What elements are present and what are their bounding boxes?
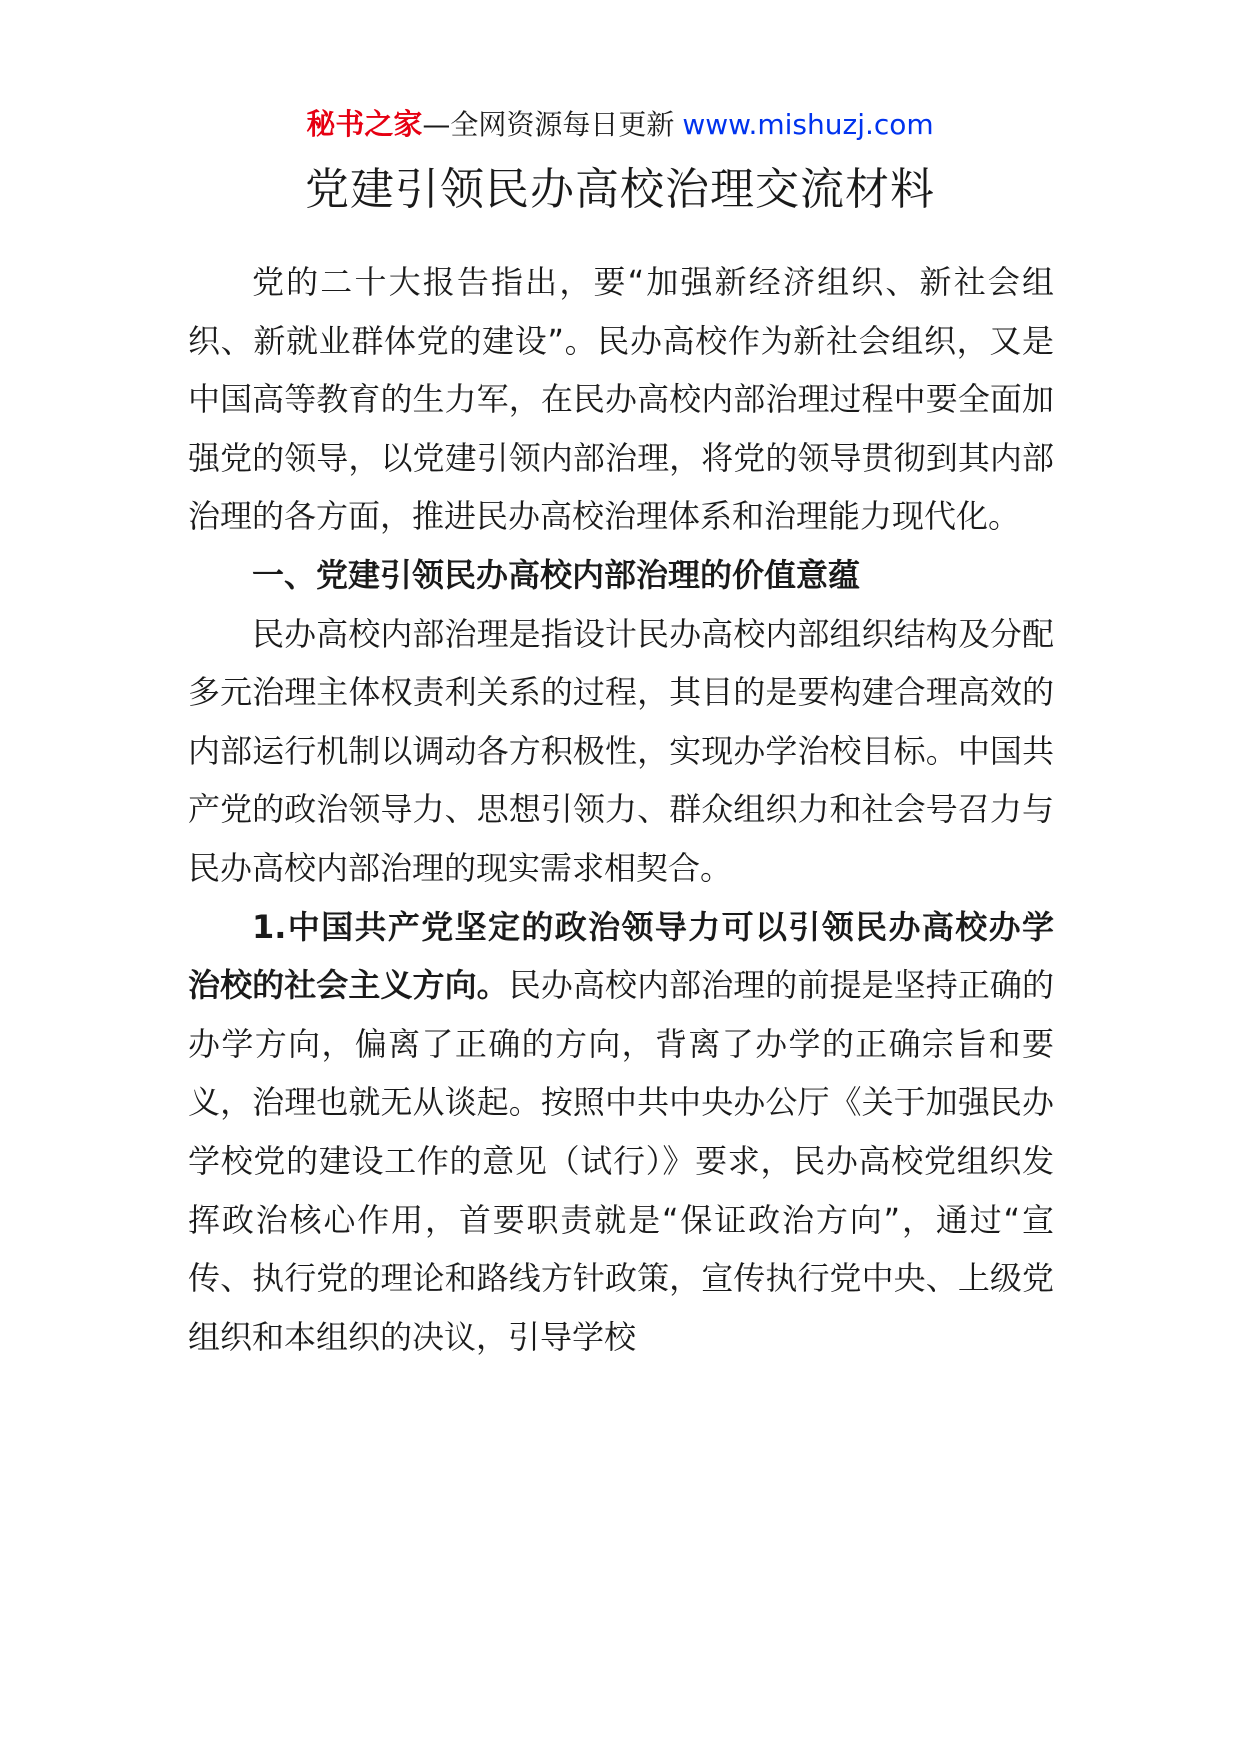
item-paragraph xyxy=(188,898,1054,1367)
section-heading: 一、党建引领民办高校内部治理的价值意蕴 xyxy=(252,555,861,594)
site-url-link[interactable]: www.mishuzj.com xyxy=(682,108,934,141)
section-paragraph: 民办高校内部治理是指设计民办高校内部组织结构及分配多元治理主体权责利关系的过程，其目的是要构建合理高效的内部运行机制以调动各方积极性，实现办学治校目标。中国共产党的政治领导力、思想引领力、群众组织力和社会号召力与民办高校内部治理的现实需求相契合。 xyxy=(188,614,1054,887)
document-body xyxy=(188,253,1054,1366)
site-header xyxy=(0,104,1240,145)
item-text: 民办高校内部治理的前提是坚持正确的办学方向，偏离了正确的方向，背离了办学的正确宗旨和要义，治理也就无从谈起。按照中共中央办公厅《关于加强民办学校党的建设工作的意见（试行）》要求，民办高校党组织发挥政治核心作用，首要职责就是“保证政治方向”，通过“宣传、执行党的理论和路线方针政策，宣传执行党中央、上级党组织和本组织的决议，引导学校 xyxy=(188,966,1054,1356)
document-title: 党建引领民办高校治理交流材料 xyxy=(305,164,935,215)
intro-paragraph: 党的二十大报告指出，要“加强新经济组织、新社会组织、新就业群体党的建设”。民办高校作为新社会组织，又是中国高等教育的生力军，在民办高校内部治理过程中要全面加强党的领导，以党建引领内部治理，将党的领导贯彻到其内部治理的各方面，推进民办高校治理体系和治理能力现代化。 xyxy=(188,263,1054,536)
brand-name: 秘书之家 xyxy=(306,107,423,141)
header-slogan: —全网资源每日更新 xyxy=(422,108,675,141)
item-heading: 1.中国共产党坚定的政治领导力可以引领民办高校办学治校的社会主义方向。 xyxy=(188,907,1054,1005)
